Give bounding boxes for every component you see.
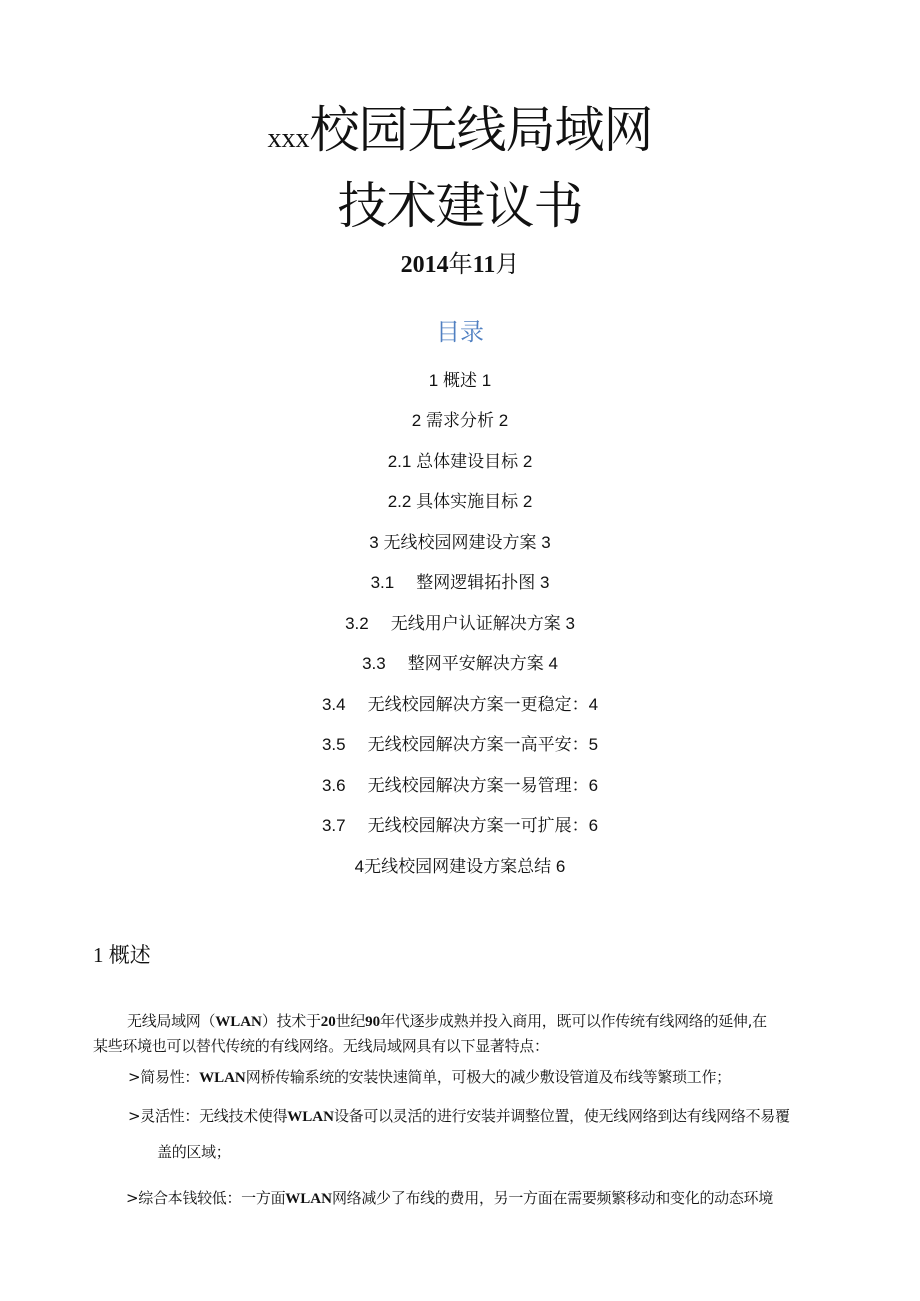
- toc-entry[interactable]: [0, 408, 920, 434]
- document-title-line1: [0, 92, 920, 177]
- feature-text: 盖的区域；: [157, 1143, 231, 1161]
- document-title-line2: 技术建议书: [337, 177, 583, 235]
- intro-text: 世纪: [335, 1012, 366, 1030]
- date-year: 2014: [400, 252, 449, 278]
- toc-entry[interactable]: [0, 449, 920, 475]
- toc-entry-number: 2.2: [387, 492, 412, 511]
- toc-entry[interactable]: [0, 773, 920, 799]
- toc-entry[interactable]: [0, 813, 920, 839]
- toc-entry[interactable]: [0, 611, 920, 637]
- document-date: [0, 246, 920, 283]
- toc-entry-number: 3.1: [370, 573, 395, 592]
- toc-entry-number: 4: [354, 857, 365, 876]
- feature-text: >灵活性：无线技术使得: [128, 1107, 288, 1125]
- feature-text: WLAN: [287, 1109, 334, 1125]
- feature-text: WLAN: [199, 1070, 246, 1086]
- intro-text: 20: [320, 1014, 336, 1030]
- toc-entry-number: 3.4: [321, 695, 346, 714]
- toc-entry-text: 无线校园网建设方案总结 6: [364, 857, 566, 876]
- feature-text: >综合本钱较低：一方面: [126, 1189, 286, 1207]
- toc-entry[interactable]: [0, 489, 920, 515]
- title-prefix: xxx: [267, 123, 310, 154]
- toc-entry[interactable]: [0, 854, 920, 880]
- toc-entry-number: 2.1: [387, 452, 412, 471]
- toc-entry-number: 3.2: [345, 614, 369, 633]
- intro-text: 90: [365, 1014, 381, 1030]
- toc-entry-text: 无线用户认证解决方案 3: [390, 614, 575, 633]
- intro-text: 某些环境也可以替代传统的有线网络。无线局域网具有以下显著特点：: [93, 1037, 549, 1055]
- toc-entry-text: 总体建设目标 2: [416, 452, 533, 471]
- feature-item: [128, 1104, 790, 1129]
- toc-entry-text: 需求分析 2: [426, 411, 509, 430]
- toc-entry-text: 整网平安解决方案 4: [407, 654, 558, 673]
- toc-entry-text: 概述 1: [443, 371, 492, 390]
- feature-text: 网桥传输系统的安装快速简单，可极大的减少敷设管道及布线等繁琐工作；: [245, 1068, 731, 1086]
- toc-entry[interactable]: [0, 732, 920, 758]
- feature-text: WLAN: [285, 1191, 332, 1207]
- toc-entry-number: 3.6: [321, 776, 346, 795]
- toc-entry-text: 无线校园解决方案一高平安：5: [367, 735, 599, 754]
- section-heading: 1 概述: [93, 943, 151, 967]
- toc-entry[interactable]: [0, 651, 920, 677]
- toc-entry-text: 具体实施目标 2: [416, 492, 533, 511]
- toc-entry-number: 1: [428, 371, 439, 390]
- intro-paragraph: [93, 1009, 833, 1058]
- toc-heading: 目录: [436, 318, 484, 346]
- intro-text: 年代逐步成熟并投入商用，既可以作传统有线网络的延伸,在: [380, 1012, 767, 1030]
- feature-item-continued: [157, 1140, 231, 1164]
- toc-entry-text: 无线校园解决方案一可扩展：6: [367, 816, 599, 835]
- toc-entry[interactable]: [0, 530, 920, 556]
- toc-entry-text: 无线校园解决方案一更稳定：4: [367, 695, 599, 714]
- toc-entry[interactable]: [0, 570, 920, 596]
- toc-entry-number: 3.3: [362, 654, 386, 673]
- title-main: 校园无线局域网: [309, 101, 653, 159]
- intro-text: ）技术于: [261, 1012, 321, 1030]
- feature-item: [128, 1065, 731, 1090]
- date-month-char: 月: [495, 250, 520, 278]
- toc-entry-number: 3.5: [321, 735, 346, 754]
- toc-entry-text: 无线校园解决方案一易管理：6: [367, 776, 599, 795]
- toc-entry-text: 整网逻辑拓扑图 3: [416, 573, 550, 592]
- feature-text: 设备可以灵活的进行安装并调整位置，使无线网络到达有线网络不易覆: [333, 1107, 790, 1125]
- feature-text: 网络减少了布线的费用，另一方面在需要频繁移动和变化的动态环境: [331, 1189, 773, 1207]
- date-month: 11: [472, 252, 496, 278]
- intro-text: WLAN: [215, 1014, 262, 1030]
- date-year-char: 年: [448, 250, 473, 278]
- feature-text: >简易性：: [128, 1068, 200, 1086]
- toc-entry-number: 2: [411, 411, 422, 430]
- feature-item: [126, 1186, 773, 1211]
- toc-entry[interactable]: [0, 368, 920, 394]
- toc-entry-number: 3: [369, 533, 379, 552]
- intro-text: 无线局域网（: [127, 1012, 216, 1030]
- toc-entry-number: 3.7: [321, 816, 346, 835]
- toc-entry[interactable]: [0, 692, 920, 718]
- toc-entry-text: 无线校园网建设方案 3: [383, 533, 551, 552]
